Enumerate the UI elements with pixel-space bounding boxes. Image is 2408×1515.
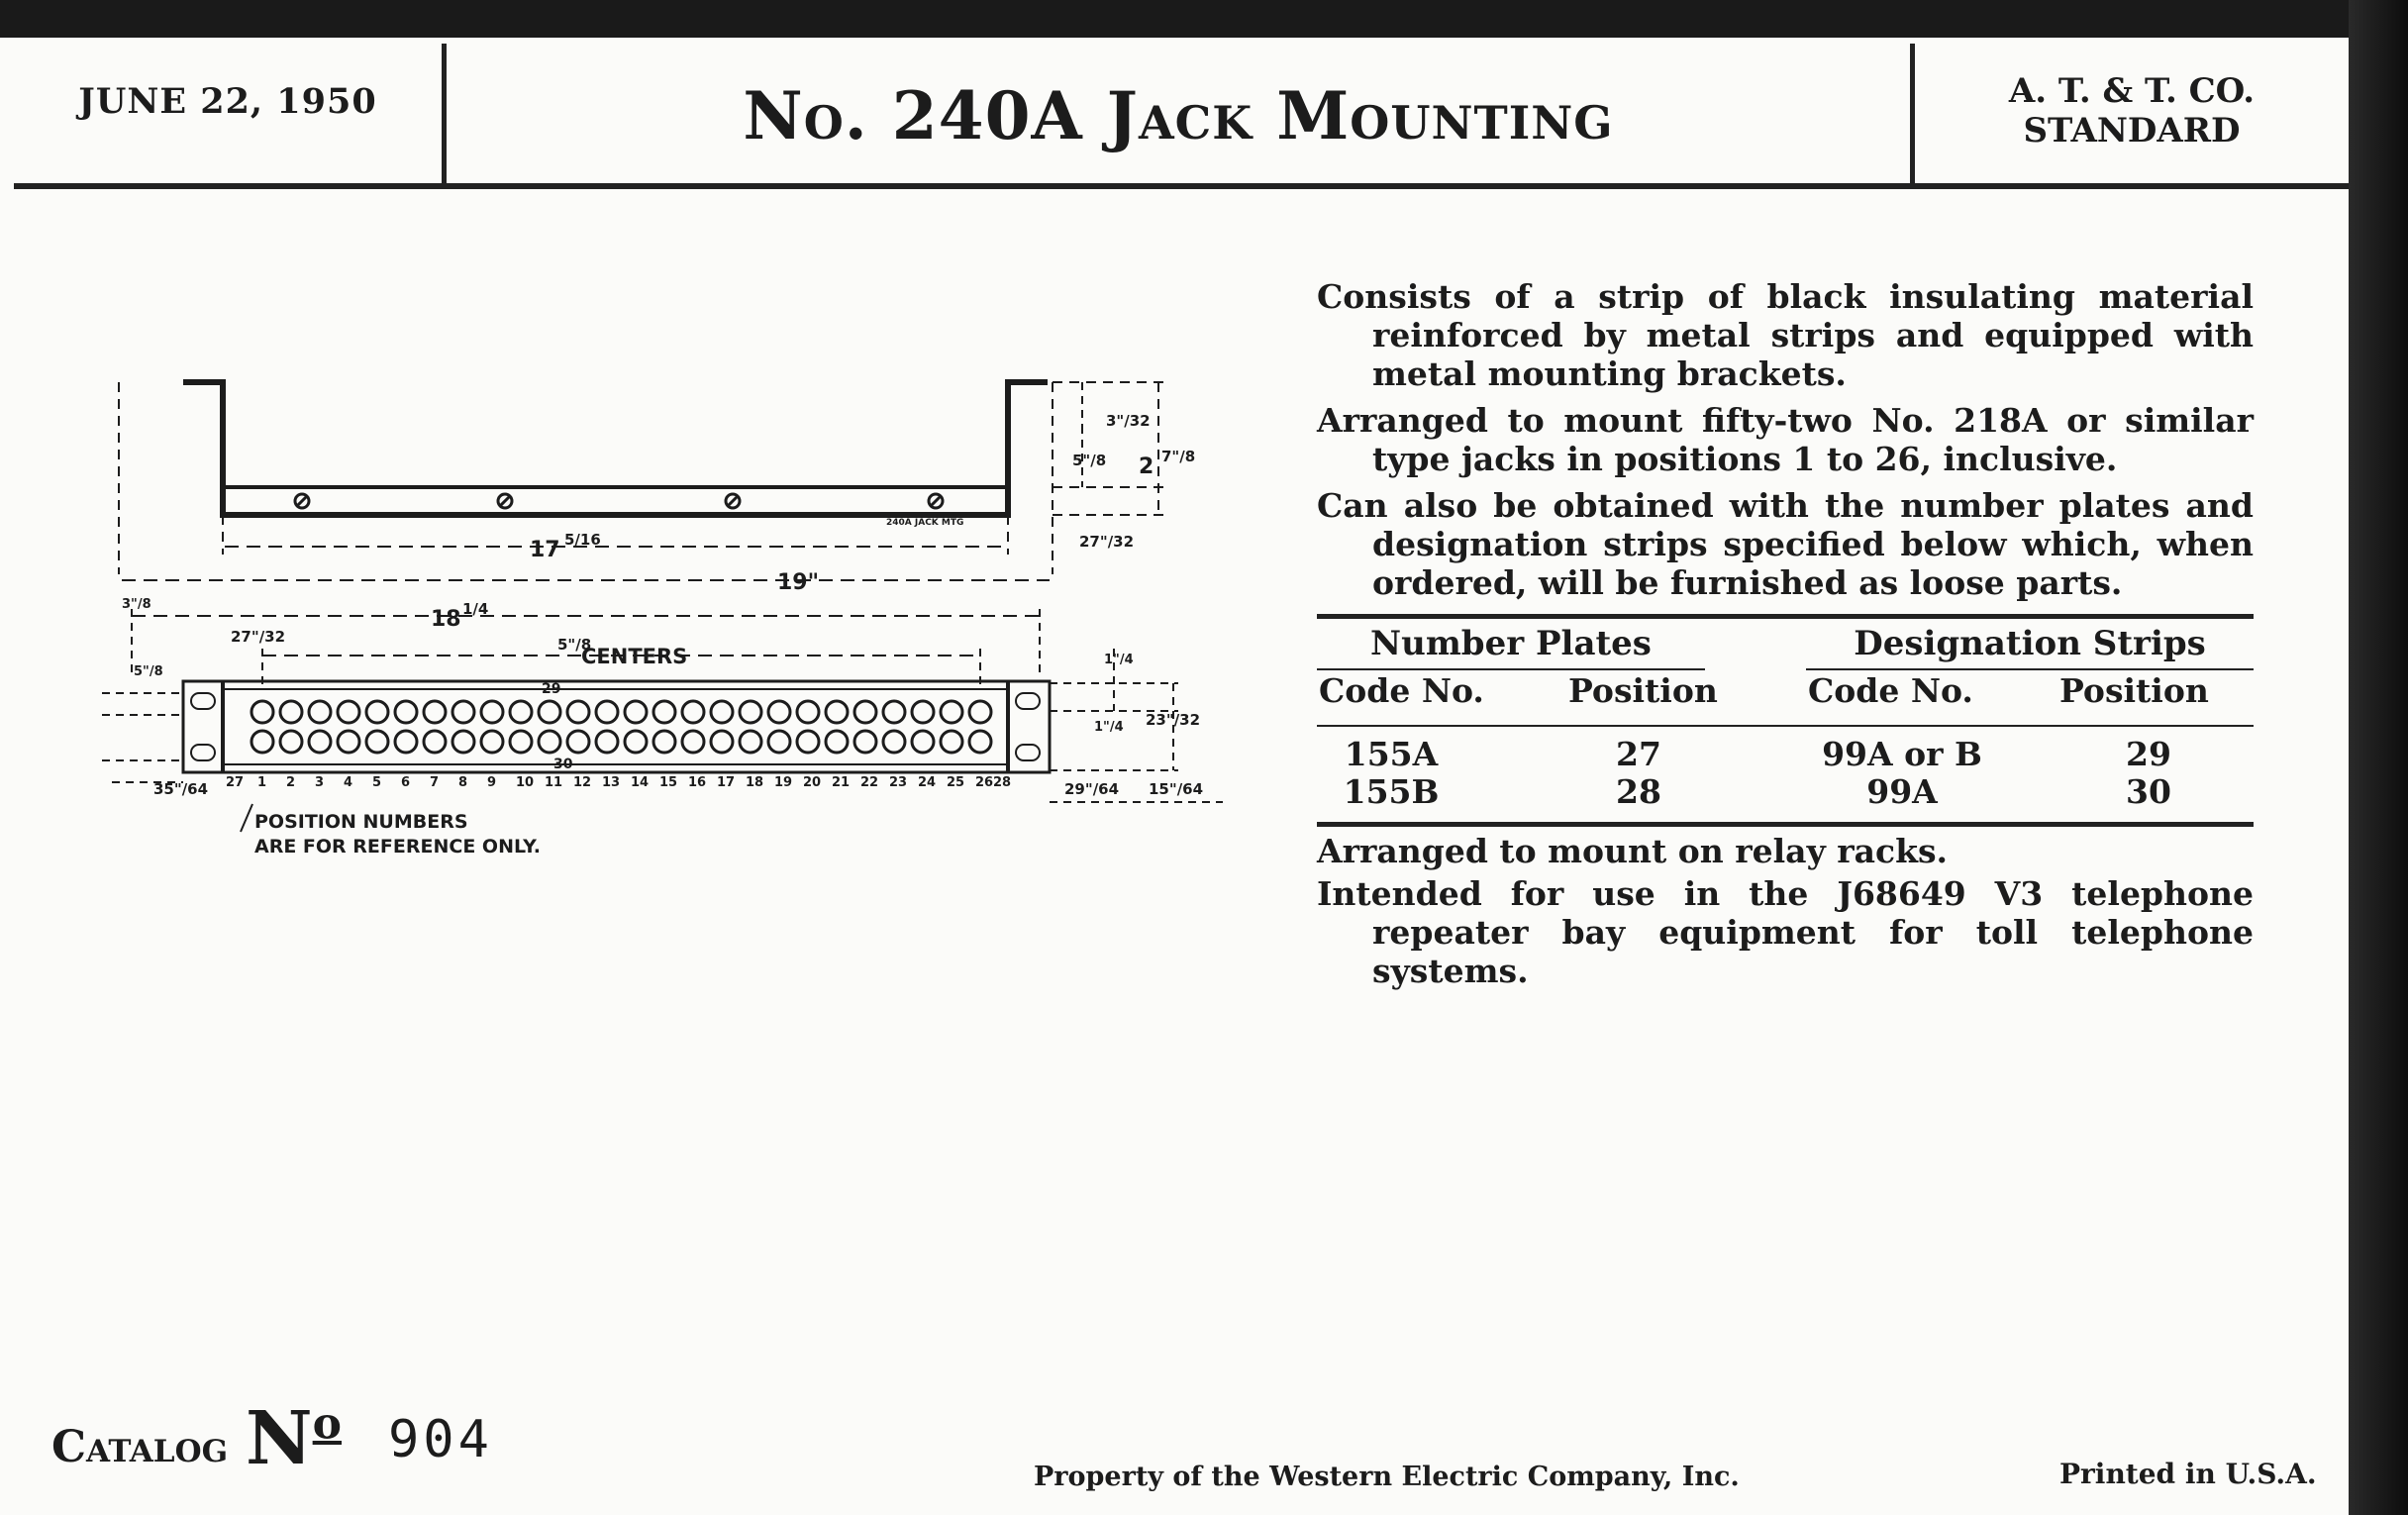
jack-hole <box>539 701 560 723</box>
table-cell: 29 <box>2126 735 2171 773</box>
col-np-code: Code No. <box>1319 671 1484 710</box>
col-ds-position: Position <box>2059 671 2209 710</box>
jack-hole <box>596 731 618 753</box>
top-view-outline <box>183 382 1048 515</box>
jack-hole <box>941 701 962 723</box>
dim-17: 17 <box>530 538 560 562</box>
dim-1-4a: 1"/4 <box>1104 653 1134 667</box>
table-cell: 30 <box>2126 772 2171 811</box>
jack-hole <box>682 731 704 753</box>
part-label: 240A JACK MTG <box>886 518 964 528</box>
jack-mounting-drawing <box>94 366 1223 871</box>
dim-18-frac: 1/4 <box>462 600 489 618</box>
position-number: 26 <box>975 775 994 790</box>
position-number: 7 <box>430 775 440 790</box>
position-number: 17 <box>717 775 736 790</box>
group-number-plates-rule <box>1317 668 1705 670</box>
description-para-3: Can also be obtained with the number plates and designation strips specified below which, when ordered, will be furnished as loose parts. <box>1317 486 2254 602</box>
jack-hole <box>768 701 790 723</box>
jack-hole <box>539 731 560 753</box>
group-number-plates: Number Plates <box>1370 624 1652 663</box>
position-number: 5 <box>372 775 382 790</box>
table-cell: 155A <box>1344 735 1439 773</box>
dim-centers-frac: 5"/8 <box>557 636 592 654</box>
property-notice: Property of the Western Electric Company, Inc. <box>1034 1462 1740 1492</box>
dim-5-8a: 5"/8 <box>1072 452 1107 469</box>
dim-2-frac: 7"/8 <box>1161 448 1196 465</box>
dim-23-32: 23"/32 <box>1146 711 1201 729</box>
position-labels <box>257 775 993 790</box>
position-number: 1 <box>257 775 267 790</box>
position-number: 9 <box>487 775 497 790</box>
parts-table <box>1317 614 2254 811</box>
position-number: 25 <box>947 775 965 790</box>
pos-27-label: 27 <box>226 775 245 790</box>
jack-hole <box>711 731 733 753</box>
dim-18: 18 <box>431 607 461 632</box>
dim-29-64: 29"/64 <box>1064 780 1120 798</box>
group-designation-strips: Designation Strips <box>1854 624 2206 663</box>
position-number: 8 <box>458 775 468 790</box>
jack-hole <box>424 731 446 753</box>
jack-hole <box>395 731 417 753</box>
jack-hole <box>854 701 876 723</box>
jack-hole <box>969 701 991 723</box>
jack-hole <box>338 731 359 753</box>
jack-hole <box>309 701 331 723</box>
jack-hole <box>251 731 273 753</box>
position-number: 15 <box>659 775 678 790</box>
jack-hole <box>366 701 388 723</box>
jack-hole <box>338 701 359 723</box>
table-cell: 99A or B <box>1822 735 1982 773</box>
mounting-slot <box>191 693 215 709</box>
note-line-2: ARE FOR REFERENCE ONLY. <box>254 836 541 858</box>
position-number: 2 <box>286 775 296 790</box>
screw-icons <box>295 494 943 508</box>
jack-hole <box>797 731 819 753</box>
jack-holes <box>251 701 991 753</box>
jack-hole <box>424 701 446 723</box>
jack-hole <box>567 701 589 723</box>
jack-hole <box>653 701 675 723</box>
jack-hole <box>740 731 761 753</box>
position-number: 24 <box>918 775 937 790</box>
jack-hole <box>711 701 733 723</box>
jack-hole <box>883 701 905 723</box>
jack-hole <box>797 701 819 723</box>
position-number: 10 <box>516 775 535 790</box>
number-sign-n: N <box>246 1396 313 1481</box>
jack-hole <box>510 701 532 723</box>
dim-5-8b: 5"/8 <box>134 664 163 679</box>
position-number: 23 <box>889 775 908 790</box>
table-cell: 99A <box>1866 772 1938 811</box>
scan-edge <box>2349 0 2408 1515</box>
standard-line-2: STANDARD <box>2023 111 2241 151</box>
header-rule <box>14 183 2349 189</box>
mounting-slot <box>191 745 215 760</box>
jack-hole <box>452 701 474 723</box>
number-sign-o: o <box>312 1398 342 1450</box>
dim-17-frac: 5/16 <box>564 531 601 549</box>
dim-15-64: 15"/64 <box>1149 780 1204 798</box>
jack-hole <box>768 731 790 753</box>
col-ds-code: Code No. <box>1808 671 1973 710</box>
standard-line-1: A. T. & T. CO. <box>2008 71 2256 111</box>
jack-hole <box>854 731 876 753</box>
position-number: 12 <box>573 775 592 790</box>
table-header-rule <box>1317 725 2254 727</box>
position-number: 20 <box>803 775 822 790</box>
printed-notice: Printed in U.S.A. <box>2059 1458 2317 1490</box>
jack-hole <box>481 731 503 753</box>
description <box>1317 277 2254 610</box>
jack-hole <box>280 731 302 753</box>
mounting-slot <box>1016 745 1040 760</box>
jack-hole <box>941 731 962 753</box>
position-number: 21 <box>832 775 851 790</box>
jack-hole <box>395 701 417 723</box>
description-para-2: Arranged to mount fifty-two No. 218A or similar type jacks in positions 1 to 26, inclusive. <box>1317 401 2254 478</box>
catalog-label: Catalog <box>51 1422 229 1472</box>
jack-hole <box>625 731 647 753</box>
jack-hole <box>251 701 273 723</box>
position-number: 4 <box>344 775 353 790</box>
note-1: Arranged to mount on relay racks. <box>1317 832 1949 870</box>
col-np-position: Position <box>1568 671 1718 710</box>
jack-hole <box>625 701 647 723</box>
dim-2: 2 <box>1139 454 1154 479</box>
pos-29-label: 29 <box>542 681 561 697</box>
dim-35-64: 35"/64 <box>153 780 209 798</box>
table-top-rule <box>1317 614 2254 619</box>
dim-3-8: 3"/8 <box>122 597 151 612</box>
position-number: 22 <box>860 775 879 790</box>
mounting-slot <box>1016 693 1040 709</box>
jack-hole <box>366 731 388 753</box>
jack-hole <box>826 731 848 753</box>
top-view-strip <box>223 487 1008 515</box>
issue-date: JUNE 22, 1950 <box>78 81 377 122</box>
note-line-1: POSITION NUMBERS <box>254 811 468 833</box>
position-number: 6 <box>401 775 411 790</box>
position-number: 16 <box>688 775 707 790</box>
catalog-number: 904 <box>388 1410 493 1469</box>
jack-hole <box>912 731 934 753</box>
front-view-outline <box>183 681 1050 772</box>
table-cell: 155B <box>1343 772 1440 811</box>
position-number: 18 <box>746 775 764 790</box>
jack-hole <box>883 731 905 753</box>
jack-hole <box>826 701 848 723</box>
dim-1-4b: 1"/4 <box>1094 720 1124 735</box>
number-sign <box>246 1396 342 1481</box>
notes <box>1317 832 2254 998</box>
table-cell: 28 <box>1616 772 1661 811</box>
dim-27-32b: 27"/32 <box>231 628 286 646</box>
jack-hole <box>567 731 589 753</box>
table-bottom-rule <box>1317 822 2254 827</box>
note-2: Intended for use in the J68649 V3 telephone repeater bay equipment for toll telephone systems. <box>1317 874 2254 990</box>
pos-28-label: 28 <box>993 775 1012 790</box>
jack-hole <box>280 701 302 723</box>
position-number: 3 <box>315 775 325 790</box>
group-designation-strips-rule <box>1806 668 2254 670</box>
jack-hole <box>740 701 761 723</box>
position-number: 14 <box>631 775 650 790</box>
jack-hole <box>309 731 331 753</box>
dim-19: 19" <box>777 570 820 595</box>
description-para-1: Consists of a strip of black insulating material reinforced by metal strips and equipped with metal mounting brackets. <box>1317 277 2254 393</box>
jack-hole <box>481 701 503 723</box>
position-number: 11 <box>545 775 563 790</box>
dim-27-32a: 27"/32 <box>1079 533 1135 551</box>
jack-hole <box>912 701 934 723</box>
position-number: 13 <box>602 775 621 790</box>
position-number: 19 <box>774 775 793 790</box>
pos-30-label: 30 <box>553 757 573 772</box>
jack-hole <box>969 731 991 753</box>
standard-label <box>1915 71 2349 151</box>
jack-hole <box>682 701 704 723</box>
dim-centers: CENTERS <box>581 645 688 668</box>
page-title: No. 240A Jack Mounting <box>743 77 1614 154</box>
dim-3-32: 3"/32 <box>1106 412 1151 430</box>
jack-hole <box>510 731 532 753</box>
table-cell: 27 <box>1616 735 1661 773</box>
jack-hole <box>452 731 474 753</box>
jack-hole <box>596 701 618 723</box>
jack-hole <box>653 731 675 753</box>
